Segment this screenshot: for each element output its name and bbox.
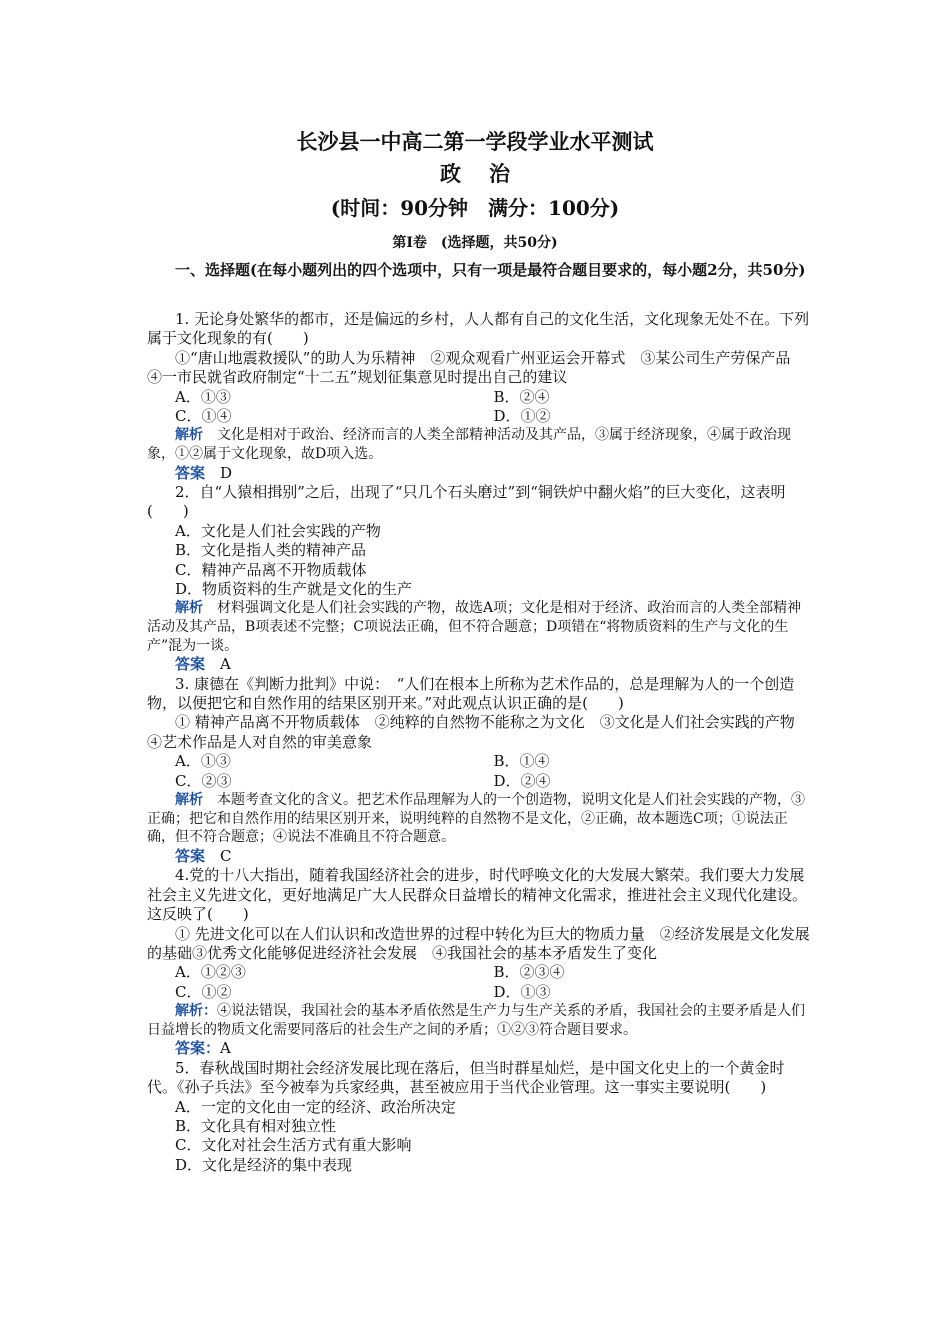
- exam-meta: (时间：90分钟 满分：100分): [330, 196, 620, 220]
- analysis-text: ④说法错误，我国社会的基本矛盾依然是生产力与生产关系的矛盾，我国社会的主要矛盾是人们日益增长的物质文化需要同落后的社会生产之间的矛盾；①②③符合题目要求。: [147, 1003, 805, 1038]
- option-c: C．①②: [175, 982, 232, 1001]
- question-3: [147, 675, 812, 867]
- analysis-text: 本题考查文化的含义。把艺术作品理解为人的一个创造物，说明文化是人们社会实践的产物，③正确；把它和自然作用的结果区别开来，说明纯粹的自然物不是文化，②正确，故本题选C项；①说法正确，但不符合题意；④说法不准确且不符合题意。: [147, 792, 805, 846]
- option-a: A．①③: [175, 752, 231, 771]
- option-c: C．②③: [175, 771, 232, 790]
- option-d: D．②④: [493, 771, 551, 790]
- question-stem: 1. 无论身处繁华的都市，还是偏远的乡村，人人都有自己的文化生活，文化现象无处不在。下列属于文化现象的有( ): [147, 310, 810, 348]
- option-b: B．文化具有相对独立性: [175, 1116, 337, 1135]
- analysis-label: 解析: [175, 600, 203, 617]
- options-row: [147, 388, 812, 407]
- analysis-label: 解析: [175, 427, 203, 444]
- answer: [147, 1039, 812, 1058]
- question-items: ① 精神产品离不开物质载体 ②纯粹的自然物不能称之为文化 ③文化是人们社会实践的产物 ④艺术作品是人对自然的审美意象: [147, 713, 810, 751]
- option-d: D．①②: [493, 407, 551, 426]
- question-4: [147, 866, 812, 1058]
- section-heading: 一、选择题(在每小题列出的四个选项中，只有一项是最符合题目要求的，每小题2分，共50分): [175, 261, 806, 279]
- analysis: [147, 426, 812, 463]
- option-b: B．文化是指人类的精神产品: [175, 541, 367, 560]
- option-a: A．文化是人们社会实践的产物: [175, 521, 381, 540]
- answer-value: A: [220, 1039, 231, 1058]
- option-d: D．物质资料的生产就是文化的生产: [175, 580, 413, 599]
- option-c: C．精神产品离不开物质载体: [175, 560, 367, 579]
- answer: [147, 464, 812, 483]
- question-stem: 5．春秋战国时期社会经济发展比现在落后，但当时群星灿烂，是中国文化史上的一个黄金时代。《孙子兵法》至今被奉为兵家经典，甚至被应用于当代企业管理。这一事实主要说明( ): [147, 1058, 785, 1097]
- questions-body: [147, 310, 812, 1175]
- question-5: [147, 1059, 812, 1175]
- analysis-text: 文化是相对于政治、经济而言的人类全部精神活动及其产品，③属于经济现象，④属于政治现象，①②属于文化现象，故D项入选。: [147, 427, 791, 463]
- option-a: A．①③: [175, 387, 231, 406]
- analysis-label: 解析: [175, 792, 203, 809]
- answer-value: A: [220, 655, 231, 674]
- question-items: ①“唐山地震救援队”的助人为乐精神 ②观众观看广州亚运会开幕式 ③某公司生产劳保产品 ④一市民就省政府制定“十二五”规划征集意见时提出自己的建议: [147, 348, 806, 387]
- answer-label: 答案: [175, 655, 206, 674]
- option-b: B．②④: [493, 387, 550, 406]
- exam-subject: 政治: [440, 161, 538, 186]
- option-d: D．文化是经济的集中表现: [175, 1155, 353, 1174]
- volume-heading: 第Ⅰ卷 (选择题，共50分): [392, 235, 558, 251]
- answer-label: 答案: [175, 846, 206, 865]
- answer-value: D: [220, 463, 233, 482]
- question-stem: 4.党的十八大指出，随着我国经济社会的进步，时代呼唤文化的大发展大繁荣。我们要大力发展社会主义先进文化，更好地满足广大人民群众日益增长的精神文化需求，推进社会主义现代化建设。这反映了( ): [147, 866, 808, 924]
- option-b: B．①④: [493, 752, 550, 771]
- options-row: [147, 772, 812, 791]
- option-b: B．②③④: [493, 963, 565, 982]
- analysis-text: 材料强调文化是人们社会实践的产物，故选A项；文化是相对于经济、政治而言的人类全部精神活动及其产品，B项表述不完整；C项说法正确，但不符合题意；D项错在“将物质资料的生产与文化的生产”混为一谈。: [147, 600, 802, 654]
- analysis: [147, 599, 812, 655]
- question-stem: 2．自“人猿相揖别”之后，出现了“只几个石头磨过”到“铜铁炉中翻火焰”的巨大变化，这表明( ): [147, 483, 786, 521]
- answer-label: 答案：: [175, 1039, 221, 1058]
- analysis: [147, 1002, 812, 1039]
- analysis: [147, 791, 812, 847]
- question-1: [147, 310, 812, 483]
- question-stem: 3. 康德在《判断力批判》中说： “人们在根本上所称为艺术作品的，总是理解为人的一个创造物，以便把它和自然作用的结果区别开来。”对此观点认识正确的是( ): [147, 674, 795, 713]
- options-row: [147, 407, 812, 426]
- answer: [147, 847, 812, 866]
- question-2: [147, 483, 812, 675]
- options-row: [147, 983, 812, 1002]
- option-c: C．①④: [175, 407, 232, 426]
- answer-label: 答案: [175, 463, 206, 482]
- answer-value: C: [220, 846, 232, 865]
- option-a: A．①②③: [175, 963, 246, 982]
- option-a: A．一定的文化由一定的经济、政治所决定: [175, 1097, 456, 1116]
- exam-title: 长沙县一中高二第一学段学业水平测试: [296, 129, 654, 154]
- answer: [147, 655, 812, 674]
- analysis-label: 解析：: [175, 1003, 217, 1020]
- question-items: ① 先进文化可以在人们认识和改造世界的过程中转化为巨大的物质力量 ②经济发展是文化发展的基础③优秀文化能够促进经济社会发展 ④我国社会的基本矛盾发生了变化: [147, 924, 810, 962]
- option-d: D．①③: [493, 982, 551, 1001]
- option-c: C．文化对社会生活方式有重大影响: [175, 1136, 412, 1155]
- options-row: [147, 752, 812, 771]
- options-row: [147, 963, 812, 982]
